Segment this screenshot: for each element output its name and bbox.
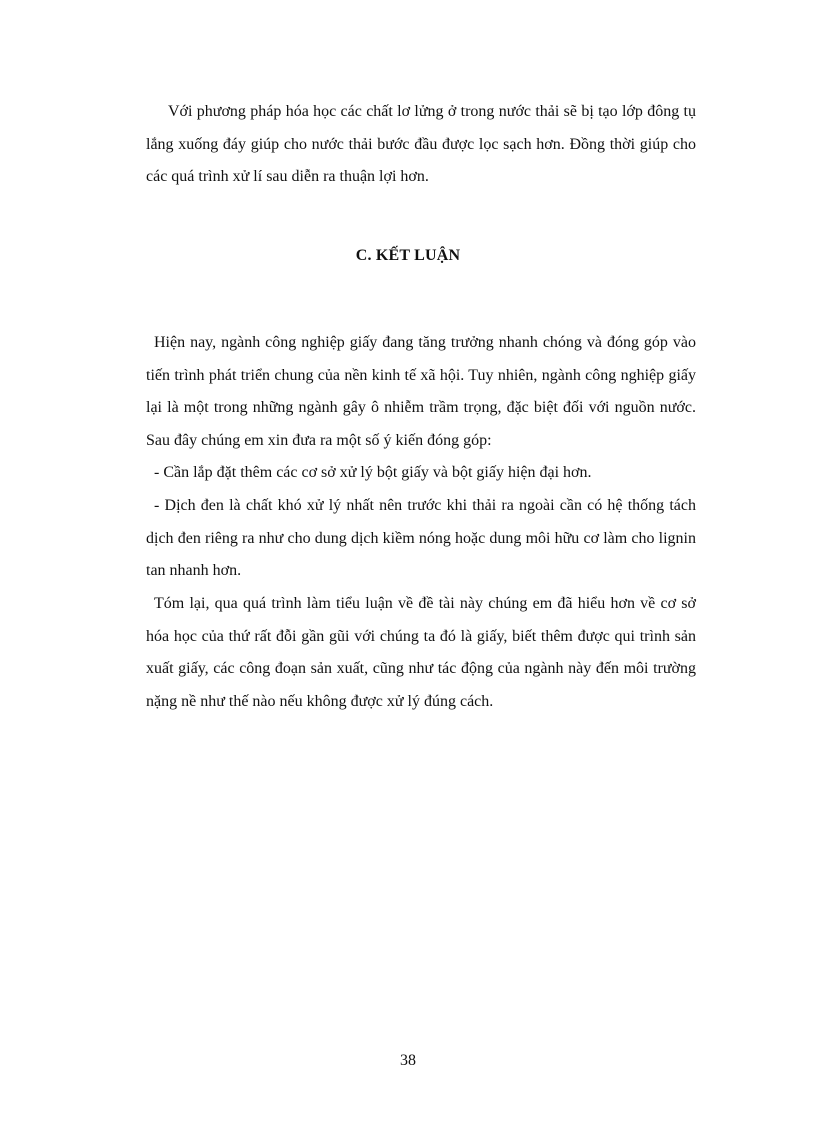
section-heading: C. KẾT LUẬN (355, 247, 461, 264)
page-number: 38 (400, 1052, 416, 1069)
suggestion-item-2: - Dịch đen là chất khó xử lý nhất nên trước khi thải ra ngoài cần có hệ thống tách dịch đen riêng ra như cho dung dịch kiềm nóng hoặc dung môi hữu cơ làm cho lignin tan nhanh hơn. (146, 497, 696, 579)
summary-paragraph: Tóm lại, qua quá trình làm tiểu luận về đề tài này chúng em đã hiểu hơn về cơ sở hóa học của thứ rất đỗi gần gũi với chúng ta đó là giấy, biết thêm được qui trình sản xuất giấy, các công đoạn sản xuất, cũng như tác động của ngành này đến môi trường nặng nề như thế nào nếu không được xử lý đúng cách. (146, 595, 696, 710)
chemical-method-paragraph: Với phương pháp hóa học các chất lơ lửng ở trong nước thải sẽ bị tạo lớp đông tụ lắng xuống đáy giúp cho nước thải bước đầu được lọc sạch hơn. Đồng thời giúp cho các quá trình xử lí sau diễn ra thuận lợi hơn. (146, 103, 696, 185)
conclusion-intro-paragraph: Hiện nay, ngành công nghiệp giấy đang tăng trưởng nhanh chóng và đóng góp vào tiến trình phát triển chung của nền kinh tế xã hội. Tuy nhiên, ngành công nghiệp giấy lại là một trong những ngành gây ô nhiễm trầm trọng, đặc biệt đối với nguồn nước. Sau đây chúng em xin đưa ra một số ý kiến đóng góp: (146, 334, 696, 449)
suggestion-item-1: - Cần lắp đặt thêm các cơ sở xử lý bột giấy và bột giấy hiện đại hơn. (154, 464, 592, 481)
